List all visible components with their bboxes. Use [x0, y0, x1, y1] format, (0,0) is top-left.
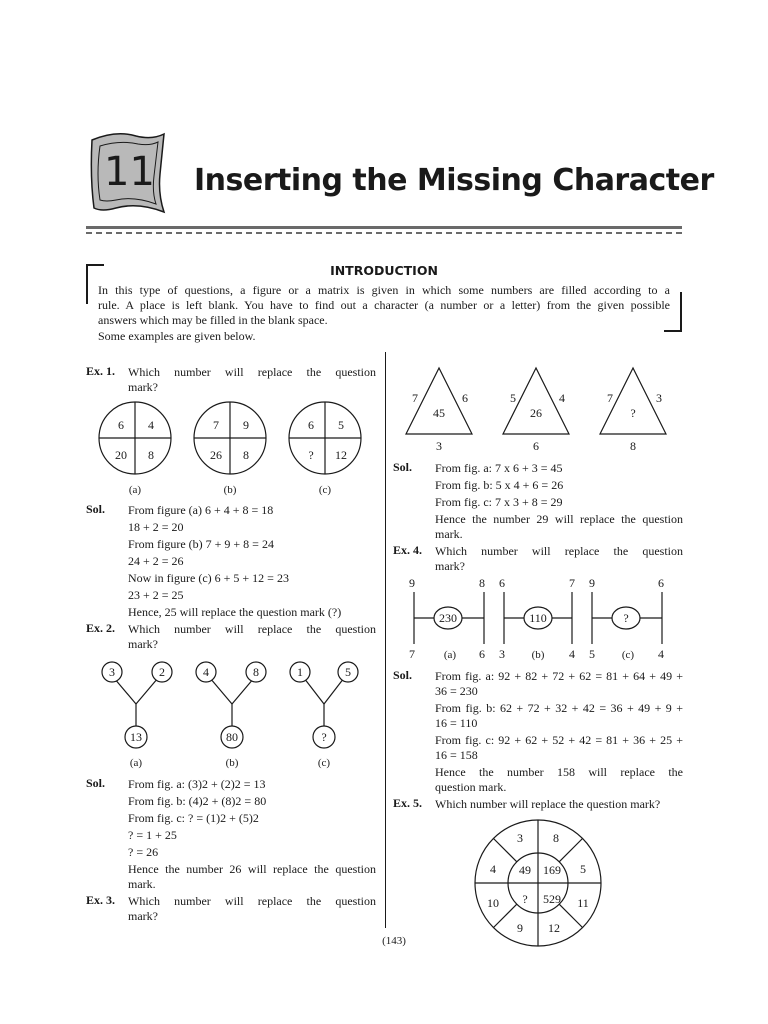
ex5-inner-bl: ? [522, 892, 528, 906]
ex3-b-right: 4 [559, 391, 565, 405]
ex4-b-tl: 6 [499, 576, 505, 590]
ex5-outer-8: 4 [490, 862, 496, 876]
ex2-c-bottom: ? [321, 730, 327, 744]
ex4-bar-a [409, 576, 485, 661]
ex1-c-bl: ? [308, 448, 314, 462]
ex1-sol-line-5: Now in figure (c) 6 + 5 + 12 = 23 [128, 571, 289, 585]
ex4-a-caption: (a) [443, 649, 457, 661]
header-rule [86, 226, 682, 229]
ex4-b-center: 110 [529, 611, 547, 625]
ex3-b-bottom: 6 [533, 439, 539, 453]
ex5-outer-1: 3 [517, 831, 523, 845]
ex2-b-bottom: 80 [226, 730, 238, 744]
ex3-sol-line-2: From fig. b: 5 x 4 + 6 = 26 [435, 478, 564, 492]
ex2-question-line-2: mark? [128, 637, 158, 651]
ex1-b-tl: 7 [213, 418, 219, 432]
ex1-c-br: 12 [335, 448, 347, 462]
ex1-a-br: 8 [148, 448, 154, 462]
ex4-figure [392, 574, 692, 664]
ex3-question-line-1: Which number will replace the question [128, 894, 376, 908]
ex3-c-left: 7 [607, 391, 613, 405]
ex1-circle-c [289, 402, 361, 496]
ex1-a-tr: 4 [148, 418, 154, 432]
ex4-b-br: 4 [569, 647, 575, 661]
ex4-sol-line-1: From fig. a: 92 + 82 + 72 + 62 = 81 + 64 + 49 + [435, 669, 683, 683]
ex3-triangle-c [600, 368, 666, 453]
ex5-label: Ex. 5. [393, 796, 423, 810]
ex3-figure [392, 360, 692, 456]
ex2-a-right: 2 [159, 665, 165, 679]
ex5-inner-tr: 169 [543, 863, 561, 877]
ex3-a-right: 6 [462, 391, 468, 405]
ex4-a-center: 230 [439, 611, 457, 625]
ex3-sol-line-4: Hence the number 29 will replace the question [435, 512, 683, 526]
ex1-figure [86, 396, 386, 500]
ex5-figure [472, 816, 606, 950]
ex1-b-bl: 26 [210, 448, 222, 462]
ex4-a-bl: 7 [409, 647, 415, 661]
ex5-inner-tl: 49 [519, 863, 531, 877]
ex2-sol-line-3: From fig. c: ? = (1)2 + (5)2 [128, 811, 259, 825]
ex2-b-left: 4 [203, 665, 209, 679]
ex2-sol-label: Sol. [86, 776, 106, 790]
ex2-sol-line-1: From fig. a: (3)2 + (2)2 = 13 [128, 777, 266, 791]
intro-heading: INTRODUCTION [330, 263, 438, 278]
ex3-a-center: 45 [433, 406, 445, 420]
ex2-tree-a [102, 662, 172, 769]
ex3-a-bottom: 3 [436, 439, 442, 453]
ex2-b-caption: (b) [225, 757, 239, 769]
ex1-a-bl: 20 [115, 448, 127, 462]
ex1-circle-a [99, 402, 171, 496]
ex3-c-center: ? [630, 406, 636, 420]
ex2-tree-c [290, 662, 358, 769]
ex1-sol-line-6: 23 + 2 = 25 [128, 588, 184, 602]
ex1-sol-line-7: Hence, 25 will replace the question mark (?) [128, 605, 342, 619]
ex1-a-tl: 6 [118, 418, 124, 432]
ex3-label: Ex. 3. [86, 893, 116, 907]
ex3-triangle-a [406, 368, 472, 453]
ex3-sol-line-3: From fig. c: 7 x 3 + 8 = 29 [435, 495, 563, 509]
ex4-a-br: 6 [479, 647, 485, 661]
chapter-title: Inserting the Missing Character [194, 163, 714, 198]
ex4-sol-line-4: 16 = 110 [435, 716, 478, 730]
ex4-c-tr: 6 [658, 576, 664, 590]
ex3-b-left: 5 [510, 391, 516, 405]
ex5-outer-4: 11 [577, 896, 589, 910]
ex1-b-caption: (b) [223, 484, 237, 496]
ex1-c-caption: (c) [318, 484, 332, 496]
ex1-a-caption: (a) [128, 484, 142, 496]
ex4-sol-line-2: 36 = 230 [435, 684, 478, 698]
page-number: (143) [382, 935, 406, 947]
ex4-c-tl: 9 [589, 576, 595, 590]
ex4-sol-line-5: From fig. c: 92 + 62 + 52 + 42 = 81 + 36 + 25 + [435, 733, 683, 747]
ex1-b-br: 8 [243, 448, 249, 462]
ex4-c-center: ? [623, 611, 629, 625]
ex2-a-bottom: 13 [130, 730, 142, 744]
header-dashed-rule [86, 232, 682, 234]
ex3-a-left: 7 [412, 391, 418, 405]
intro-line-1: In this type of questions, a figure or a matrix is given in which some numbers are filled according to a [98, 283, 670, 297]
ex4-b-caption: (b) [531, 649, 545, 661]
ex4-c-bl: 5 [589, 647, 595, 661]
ex1-c-tr: 5 [338, 418, 344, 432]
ex2-sol-line-7: mark. [128, 877, 156, 891]
ex1-question-line-1: Which number will replace the question [128, 365, 376, 379]
ex2-question-line-1: Which number will replace the question [128, 622, 376, 636]
ex2-tree-b [196, 662, 266, 769]
ex4-sol-line-7: Hence the number 158 will replace the [435, 765, 683, 779]
ex4-question-line-1: Which number will replace the question [435, 544, 683, 558]
ex3-c-bottom: 8 [630, 439, 636, 453]
ex2-c-caption: (c) [317, 757, 331, 769]
ex4-sol-line-8: question mark. [435, 780, 507, 794]
ex5-inner-br: 529 [543, 892, 561, 906]
ex4-c-br: 4 [658, 647, 664, 661]
ex2-a-left: 3 [109, 665, 115, 679]
ex2-sol-line-2: From fig. b: (4)2 + (8)2 = 80 [128, 794, 267, 808]
ex3-question-line-2: mark? [128, 909, 158, 923]
ex4-sol-line-6: 16 = 158 [435, 748, 478, 762]
ex5-outer-6: 9 [517, 921, 523, 935]
ex3-sol-label: Sol. [393, 460, 413, 474]
ex2-b-right: 8 [253, 665, 259, 679]
ex3-b-center: 26 [530, 406, 542, 420]
ex2-c-left: 1 [297, 665, 303, 679]
ex1-label: Ex. 1. [86, 364, 116, 378]
ex3-sol-line-1: From fig. a: 7 x 6 + 3 = 45 [435, 461, 563, 475]
ex5-question: Which number will replace the question mark? [435, 797, 661, 811]
ex5-outer-3: 5 [580, 862, 586, 876]
ex1-sol-line-1: From figure (a) 6 + 4 + 8 = 18 [128, 503, 274, 517]
ex4-a-tl: 9 [409, 576, 415, 590]
ex5-outer-7: 10 [487, 896, 499, 910]
ex4-sol-line-3: From fig. b: 62 + 72 + 32 + 42 = 36 + 49 + 9 + [435, 701, 683, 715]
ex1-b-tr: 9 [243, 418, 249, 432]
ex5-outer-2: 8 [553, 831, 559, 845]
ex2-c-right: 5 [345, 665, 351, 679]
intro-line-3: answers which may be filled in the blank space. [98, 313, 328, 327]
ex2-figure [86, 654, 386, 772]
ex1-question-line-2: mark? [128, 380, 158, 394]
ex4-label: Ex. 4. [393, 543, 423, 557]
ex1-sol-label: Sol. [86, 502, 106, 516]
ex1-c-tl: 6 [308, 418, 314, 432]
intro-line-4: Some examples are given below. [98, 329, 256, 343]
ex1-sol-line-3: From figure (b) 7 + 9 + 8 = 24 [128, 537, 274, 551]
ex2-label: Ex. 2. [86, 621, 116, 635]
ex3-c-right: 3 [656, 391, 662, 405]
ex2-sol-line-5: ? = 26 [128, 845, 159, 859]
ex4-bar-b [499, 576, 575, 661]
ex4-a-tr: 8 [479, 576, 485, 590]
ex2-a-caption: (a) [129, 757, 143, 769]
ex2-sol-line-4: ? = 1 + 25 [128, 828, 177, 842]
ex3-sol-line-5: mark. [435, 527, 463, 541]
ex1-circle-b [194, 402, 266, 496]
ex1-sol-line-2: 18 + 2 = 20 [128, 520, 184, 534]
ex5-outer-5: 12 [548, 921, 560, 935]
ex4-c-caption: (c) [621, 649, 635, 661]
ex4-b-tr: 7 [569, 576, 575, 590]
ex4-bar-c [589, 576, 664, 661]
ex4-b-bl: 3 [499, 647, 505, 661]
intro-line-2: rule. A place is left blank. You have to find out a character (a number or a letter) from the given possible [98, 298, 670, 312]
ex4-question-line-2: mark? [435, 559, 465, 573]
ex3-triangle-b [503, 368, 569, 453]
ex4-sol-label: Sol. [393, 668, 413, 682]
ex2-sol-line-6: Hence the number 26 will replace the question [128, 862, 376, 876]
chapter-number: 11 [104, 149, 155, 195]
ex1-sol-line-4: 24 + 2 = 26 [128, 554, 184, 568]
